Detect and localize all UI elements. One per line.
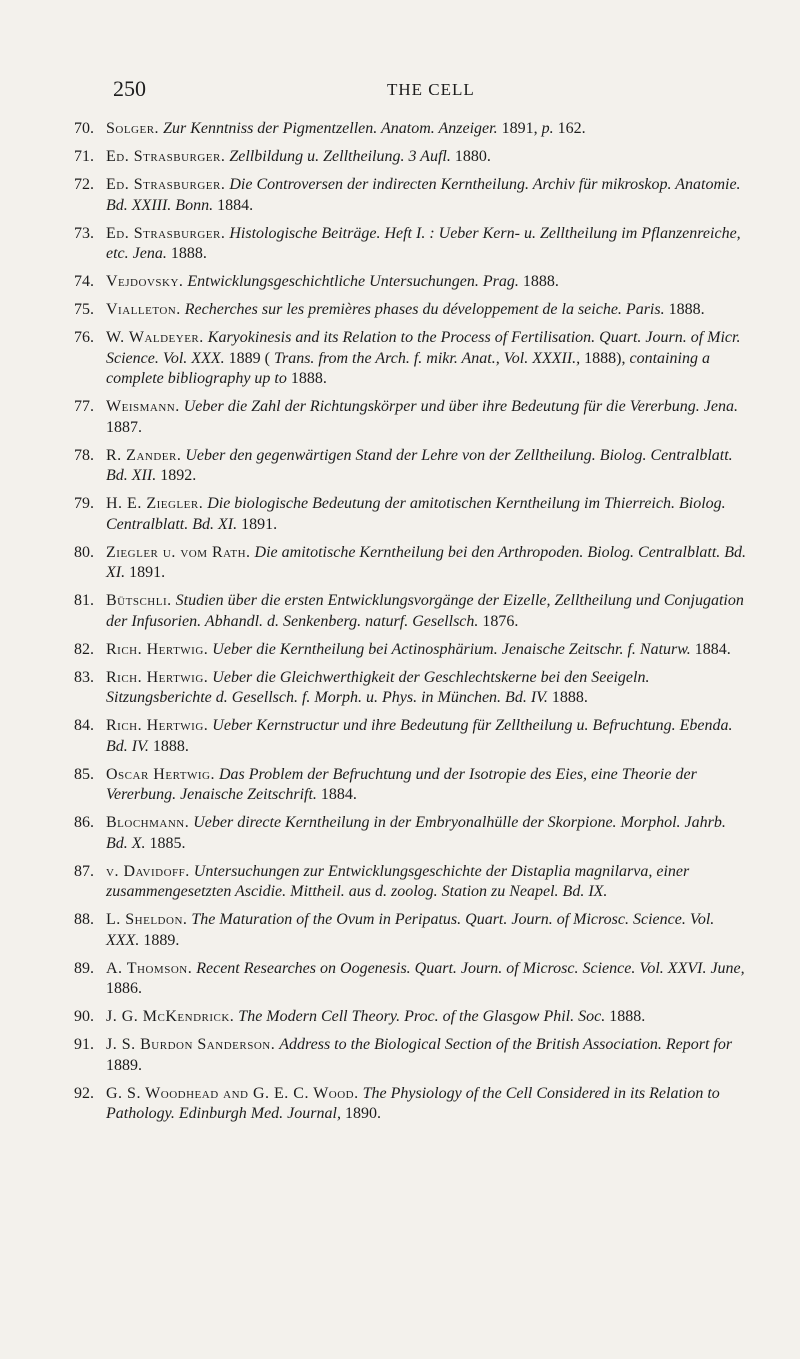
reference-entry <box>74 591 750 632</box>
reference-number: 83. <box>74 668 94 686</box>
reference-title: Entwicklungsgeschichtliche Untersuchungen. Prag. <box>187 273 519 290</box>
reference-author: H. E. Ziegler. <box>106 495 204 512</box>
reference-number: 79. <box>74 495 94 512</box>
reference-entry <box>74 959 750 1000</box>
reference-number: 92. <box>74 1084 94 1102</box>
reference-list <box>74 119 750 1132</box>
reference-detail: 1880. <box>454 148 491 165</box>
reference-entry <box>74 300 750 321</box>
reference-detail: 1888. <box>152 737 189 755</box>
reference-title: Zur Kenntniss der Pigmentzellen. Anatom. Anzeiger. <box>163 120 498 137</box>
reference-number: 77. <box>74 398 94 415</box>
reference-number: 76. <box>74 329 94 346</box>
reference-entry <box>74 668 750 709</box>
reference-title: The Modern Cell Theory. Proc. of the Glasgow Phil. Soc. <box>238 1008 606 1025</box>
reference-number: 82. <box>74 640 94 658</box>
reference-entry <box>74 119 750 140</box>
reference-title: p. <box>541 120 554 137</box>
reference-author: R. Zander. <box>106 446 182 464</box>
reference-detail: 1886. <box>106 980 142 997</box>
reference-title: Ueber die Zahl der Richtungskörper und über ihre Bedeutung für die Vererbung. Jena. <box>183 398 738 415</box>
reference-author: A. Thomson. <box>106 959 193 977</box>
reference-title: Untersuchungen zur Entwicklungsgeschichte der Distaplia magnilarva, einer zusammengesetzten Ascidie. Mittheil. aus d. zoolog. Station zu Neapel. Bd. IX. <box>106 862 690 900</box>
reference-detail: 162. <box>557 120 586 137</box>
reference-detail: 1884. <box>217 196 254 214</box>
reference-author: Ed. Strasburger. <box>106 224 226 242</box>
reference-author: Vejdovsky. <box>106 273 184 290</box>
reference-number: 91. <box>74 1036 94 1053</box>
reference-author: W. Waldeyer. <box>106 329 204 346</box>
reference-title: Ueber den gegenwärtigen Stand der Lehre von der Zelltheilung. Biolog. Centralblatt. Bd. XII. <box>106 446 733 484</box>
reference-title: Ueber Kernstructur und ihre Bedeutung für Zelltheilung u. Befruchtung. Ebenda. Bd. IV. <box>106 717 733 755</box>
reference-entry <box>74 862 750 903</box>
reference-detail: 1889. <box>143 931 180 949</box>
reference-title: Recherches sur les premières phases du développement de la seiche. Paris. <box>184 301 665 318</box>
reference-detail: 1891. <box>241 515 278 533</box>
reference-author: G. S. Woodhead and G. E. C. Wood. <box>106 1084 359 1102</box>
reference-number: 89. <box>74 959 94 977</box>
reference-author: Solger. <box>106 120 160 137</box>
reference-number: 80. <box>74 543 94 561</box>
reference-title: Trans. from the Arch. f. mikr. Anat., Vol. XXXII., <box>273 349 581 367</box>
reference-number: 75. <box>74 301 94 318</box>
reference-entry <box>74 328 750 390</box>
reference-author: Weismann. <box>106 398 180 415</box>
reference-entry <box>74 640 750 661</box>
reference-title: Die biologische Bedeutung der amitotischen Kerntheilung im Thierreich. Biolog. Centralblatt. Bd. XI. <box>106 495 726 533</box>
reference-author: Blochmann. <box>106 814 190 831</box>
reference-entry <box>74 813 750 854</box>
reference-entry <box>74 1007 750 1028</box>
reference-detail: 1888. <box>170 245 207 262</box>
reference-detail: 1888), <box>584 349 626 367</box>
reference-number: 85. <box>74 765 94 783</box>
reference-author: Bütschli. <box>106 592 172 609</box>
reference-entry <box>74 224 750 265</box>
reference-entry <box>74 1084 750 1125</box>
reference-title: Studien über die ersten Entwicklungsvorgänge der Eizelle, Zelltheilung und Conjugation der Infusorien. Abhandl. d. Senkenberg. naturf. Gesellsch. <box>106 592 744 630</box>
reference-number: 90. <box>74 1008 94 1025</box>
reference-author: L. Sheldon. <box>106 911 188 928</box>
reference-number: 78. <box>74 446 94 464</box>
reference-number: 73. <box>74 224 94 242</box>
reference-entry <box>74 446 750 487</box>
reference-title: Die Controversen der indirecten Kerntheilung. Archiv für mikroskop. Anatomie. Bd. XXIII. Bonn. <box>106 176 741 214</box>
reference-detail: 1890. <box>344 1105 381 1122</box>
reference-entry <box>74 494 750 535</box>
page-number: 250 <box>113 76 146 101</box>
reference-detail: 1888. <box>668 301 705 318</box>
reference-author: J. S. Burdon Sanderson. <box>106 1036 276 1053</box>
reference-detail: 1884. <box>320 786 357 803</box>
reference-title: Die amitotische Kerntheilung bei den Arthropoden. Biolog. Centralblatt. Bd. XI. <box>106 543 747 581</box>
reference-number: 71. <box>74 148 94 165</box>
reference-title: Address to the Biological Section of the British Association. Report for <box>279 1036 733 1053</box>
reference-entry <box>74 272 750 293</box>
reference-title: Zellbildung u. Zelltheilung. 3 Aufl. <box>229 148 451 165</box>
reference-title: Ueber die Kerntheilung bei Actinosphärium. Jenaische Zeitschr. f. Naturw. <box>212 640 691 658</box>
reference-title: The Maturation of the Ovum in Peripatus. Quart. Journ. of Microsc. Science. Vol. XXX. <box>106 911 715 949</box>
reference-number: 81. <box>74 592 94 609</box>
reference-author: Vialleton. <box>106 301 181 318</box>
reference-detail: 1889 ( <box>228 349 270 367</box>
reference-title: Ueber die Gleichwerthigkeit der Geschlechtskerne bei den Seeigeln. Sitzungsberichte d. Gesellsch. f. Morph. u. Phys. in München. Bd. IV. <box>106 668 650 706</box>
reference-detail: 1876. <box>482 612 519 630</box>
reference-number: 70. <box>74 120 94 137</box>
reference-number: 72. <box>74 176 94 193</box>
reference-title: Recent Researches on Oogenesis. Quart. Journ. of Microsc. Science. Vol. XXVI. June, <box>196 959 745 977</box>
reference-author: J. G. McKendrick. <box>106 1008 235 1025</box>
reference-detail: 1884. <box>694 640 731 658</box>
reference-detail: 1891, <box>501 120 538 137</box>
reference-author: Rich. Hertwig. <box>106 668 209 686</box>
reference-detail: 1892. <box>160 467 197 484</box>
reference-entry <box>74 716 750 757</box>
reference-title: Ueber directe Kerntheilung in der Embryonalhülle der Skorpione. Morphol. Jahrb. Bd. X. <box>106 814 726 852</box>
reference-number: 87. <box>74 862 94 880</box>
reference-entry <box>74 765 750 806</box>
reference-title: Karyokinesis and its Relation to the Process of Fertilisation. Quart. Journ. of Micr. Science. Vol. XXX. <box>106 329 741 367</box>
reference-entry <box>74 543 750 584</box>
reference-author: Ed. Strasburger. <box>106 176 226 193</box>
reference-number: 88. <box>74 911 94 928</box>
reference-title: The Physiology of the Cell Considered in its Relation to Pathology. Edinburgh Med. Journal, <box>106 1084 720 1122</box>
reference-title: Das Problem der Befruchtung und der Isotropie des Eies, eine Theorie der Vererbung. Jenaische Zeitschrift. <box>106 765 697 803</box>
reference-author: Ziegler u. vom Rath. <box>106 543 251 561</box>
reference-title: containing a complete bibliography up to <box>106 349 710 387</box>
reference-number: 74. <box>74 273 94 290</box>
reference-detail: 1888. <box>609 1008 646 1025</box>
reference-detail: 1889. <box>106 1056 142 1074</box>
reference-title: Histologische Beiträge. Heft I. : Ueber Kern- u. Zelltheilung im Pflanzenreiche, etc. Jena. <box>106 224 741 262</box>
reference-detail: 1888. <box>522 273 559 290</box>
reference-detail: 1887. <box>106 418 142 436</box>
reference-number: 84. <box>74 717 94 734</box>
reference-author: Oscar Hertwig. <box>106 765 215 783</box>
reference-entry <box>74 397 750 438</box>
reference-entry <box>74 1035 750 1076</box>
reference-entry <box>74 147 750 168</box>
reference-detail: 1888. <box>290 370 327 387</box>
reference-entry <box>74 175 750 216</box>
reference-author: Ed. Strasburger. <box>106 148 226 165</box>
reference-detail: 1891. <box>129 564 166 581</box>
reference-author: Rich. Hertwig. <box>106 640 209 658</box>
reference-number: 86. <box>74 814 94 831</box>
page-header <box>0 76 800 106</box>
reference-author: v. Davidoff. <box>106 862 190 880</box>
reference-detail: 1885. <box>149 834 186 852</box>
reference-author: Rich. Hertwig. <box>106 717 209 734</box>
running-head: THE CELL <box>387 80 475 99</box>
reference-detail: 1888. <box>551 689 588 706</box>
reference-entry <box>74 910 750 951</box>
